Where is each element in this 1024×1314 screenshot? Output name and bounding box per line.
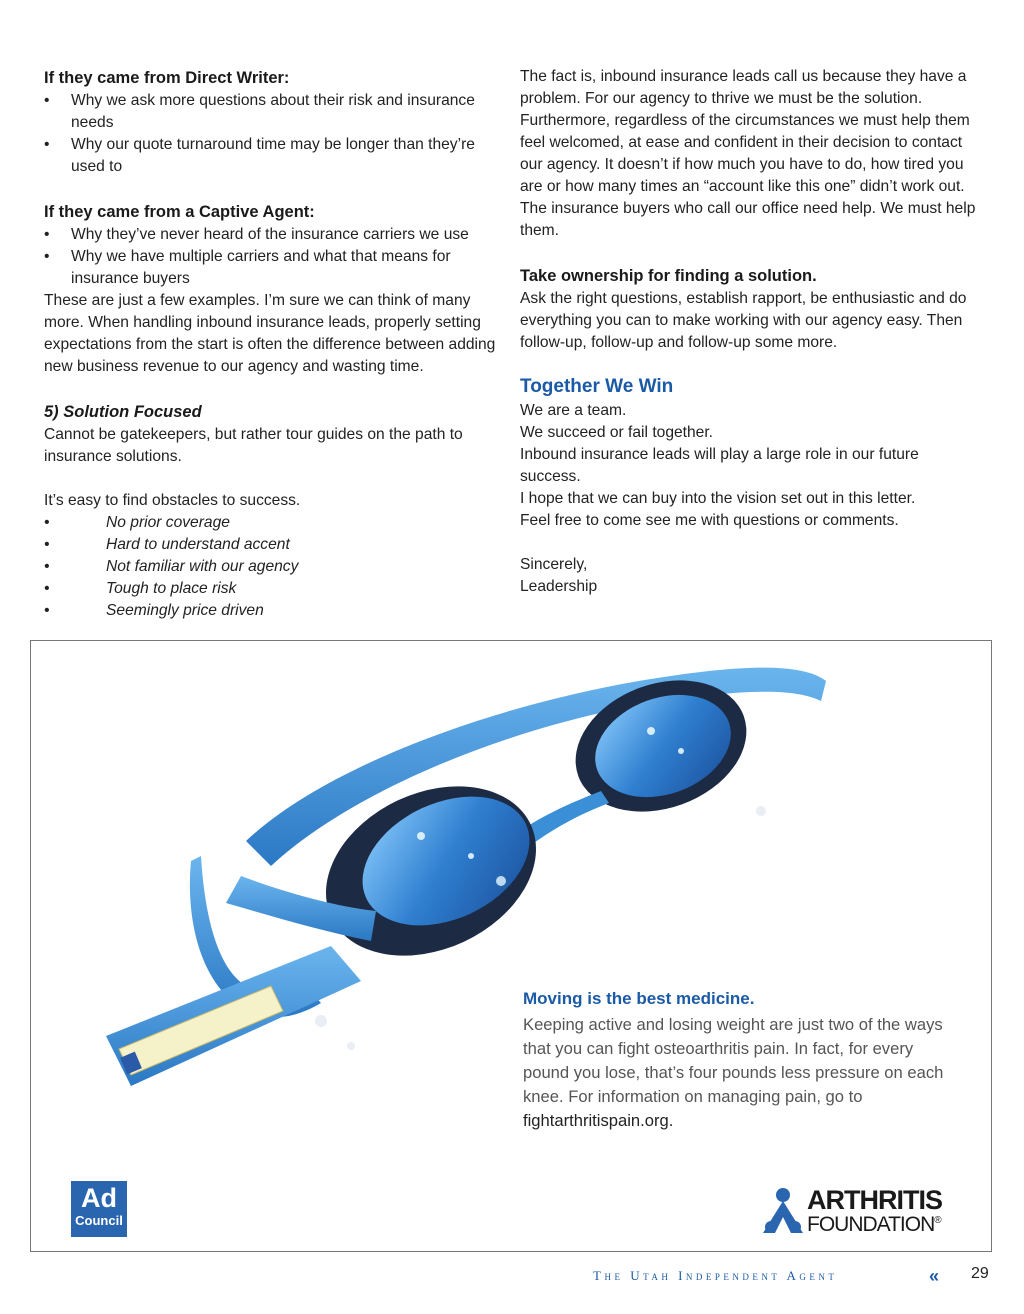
list-item: • Why we have multiple carriers and what that means for insurance buyers	[44, 246, 504, 290]
page-number: 29	[971, 1265, 989, 1282]
examples-paragraph: These are just a few examples. I’m sure we can think of many more. When handling inbound insurance leads, properly setting expectations from the start is often the difference between adding new business revenue to our agency and wasting time.	[44, 292, 496, 375]
foundation-sub: FOUNDATION®	[807, 1213, 941, 1236]
list-item: • Seemingly price driven	[44, 600, 504, 622]
fact-paragraph: The fact is, inbound insurance leads call us because they have a problem. For our agency to thrive we must be the solution. Furthermore, regardless of the circumstances we must help them feel welcomed, at ease and confident in their decision to contact our agency. It doesn’t if how much you have to do, how tired you are or how many times an “account like this one” didn’t work out. The insurance buyers who call our office need help. We must help them.	[520, 68, 976, 239]
arthritis-foundation-logo	[761, 1187, 961, 1237]
list-item: • Tough to place risk	[44, 578, 504, 600]
ownership-heading: Take ownership for finding a solution.	[520, 267, 817, 285]
goggles-illustration	[31, 641, 992, 1252]
closing: Sincerely,	[520, 556, 588, 573]
solution-focused-text: Cannot be gatekeepers, but rather tour guides on the path to insurance solutions.	[44, 426, 463, 465]
together-line: Feel free to come see me with questions or comments.	[520, 512, 899, 529]
ad-url-link[interactable]: fightarthritispain.org.	[523, 1111, 674, 1130]
ad-council-line2: Council	[75, 1213, 123, 1228]
ad-body-text: Keeping active and losing weight are just two of the ways that you can fight osteoarthritis pain. In fact, for every pound you lose, that’s four pounds less pressure on each knee. For information on managing pain, go to	[523, 1015, 944, 1106]
together-line: We are a team.	[520, 402, 627, 419]
list-item: • Why our quote turnaround time may be longer than they’re used to	[44, 134, 504, 178]
magazine-title: The Utah Independent Agent	[593, 1268, 838, 1283]
together-line: Inbound insurance leads will play a large role in our future success.	[520, 446, 919, 485]
signature: Leadership	[520, 578, 598, 595]
together-heading: Together We Win	[520, 376, 674, 397]
solution-focused-heading: 5) Solution Focused	[44, 403, 202, 421]
ad-headline: Moving is the best medicine.	[523, 989, 755, 1008]
list-item: • Why they’ve never heard of the insurance carriers we use	[44, 224, 504, 246]
left-column	[44, 66, 504, 622]
list-item: • No prior coverage	[44, 512, 504, 534]
captive-agent-list	[44, 224, 504, 290]
together-line: We succeed or fail together.	[520, 424, 714, 441]
together-line: I hope that we can buy into the vision set out in this letter.	[520, 490, 916, 507]
arthritis-ad	[30, 640, 992, 1252]
back-arrow-icon: «	[929, 1266, 940, 1286]
direct-writer-list	[44, 90, 504, 178]
obstacles-list	[44, 512, 504, 622]
list-item: • Why we ask more questions about their risk and insurance needs	[44, 90, 504, 134]
foundation-name: ARTHRITIS	[807, 1185, 942, 1215]
right-column	[520, 66, 980, 598]
foundation-figure-icon	[761, 1187, 805, 1237]
ad-council-line1: Ad	[81, 1183, 117, 1213]
list-item: • Not familiar with our agency	[44, 556, 504, 578]
direct-writer-heading: If they came from Direct Writer:	[44, 69, 290, 87]
ad-council-logo	[71, 1181, 127, 1237]
obstacles-intro: It’s easy to find obstacles to success.	[44, 492, 301, 509]
captive-agent-heading: If they came from a Captive Agent:	[44, 203, 315, 221]
ownership-text: Ask the right questions, establish rapport, be enthusiastic and do everything you can to make working with our agency easy. Then follow-up, follow-up and follow-up some more.	[520, 290, 967, 351]
list-item: • Hard to understand accent	[44, 534, 504, 556]
ad-body	[523, 1013, 963, 1133]
nose-bridge	[523, 791, 609, 845]
